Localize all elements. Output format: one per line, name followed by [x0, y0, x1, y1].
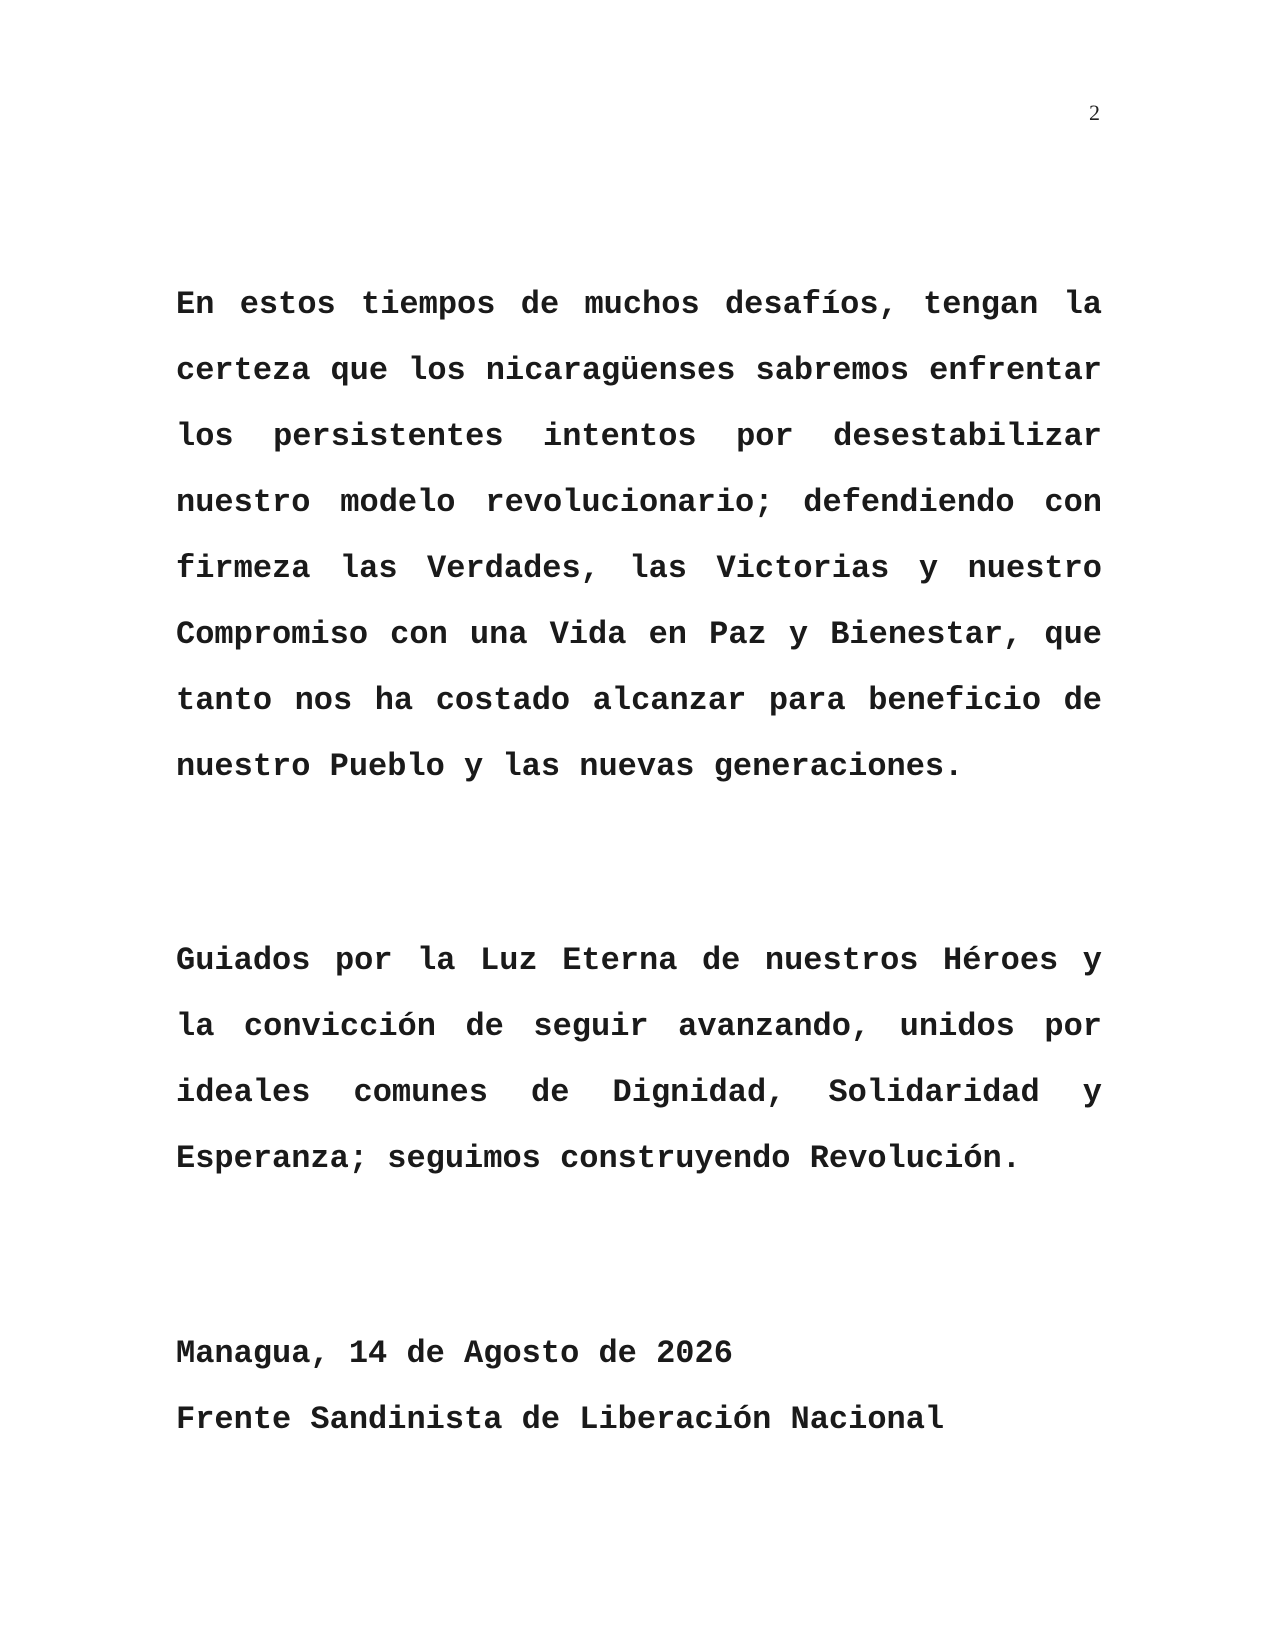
place-and-date: Managua, 14 de Agosto de 2026	[176, 1335, 733, 1372]
page-number: 2	[1089, 100, 1100, 125]
paragraph-challenges: En estos tiempos de muchos desafíos, tengan la certeza que los nicaragüenses sabremos enfrentar los persistentes intentos por desestabilizar nuestro modelo revolucionario; defendiendo con firmeza las Verdades, las Victorias y nuestro Compromiso con una Vida en Paz y Bienestar, que tanto nos ha costado alcanzar para beneficio de nuestro Pueblo y las nuevas generaciones.	[176, 286, 1102, 785]
signing-organization: Frente Sandinista de Liberación Nacional	[176, 1401, 945, 1438]
paragraph-heroes: Guiados por la Luz Eterna de nuestros Héroes y la convicción de seguir avanzando, unidos por ideales comunes de Dignidad, Solidaridad y Esperanza; seguimos construyendo Revolución.	[176, 942, 1102, 1177]
